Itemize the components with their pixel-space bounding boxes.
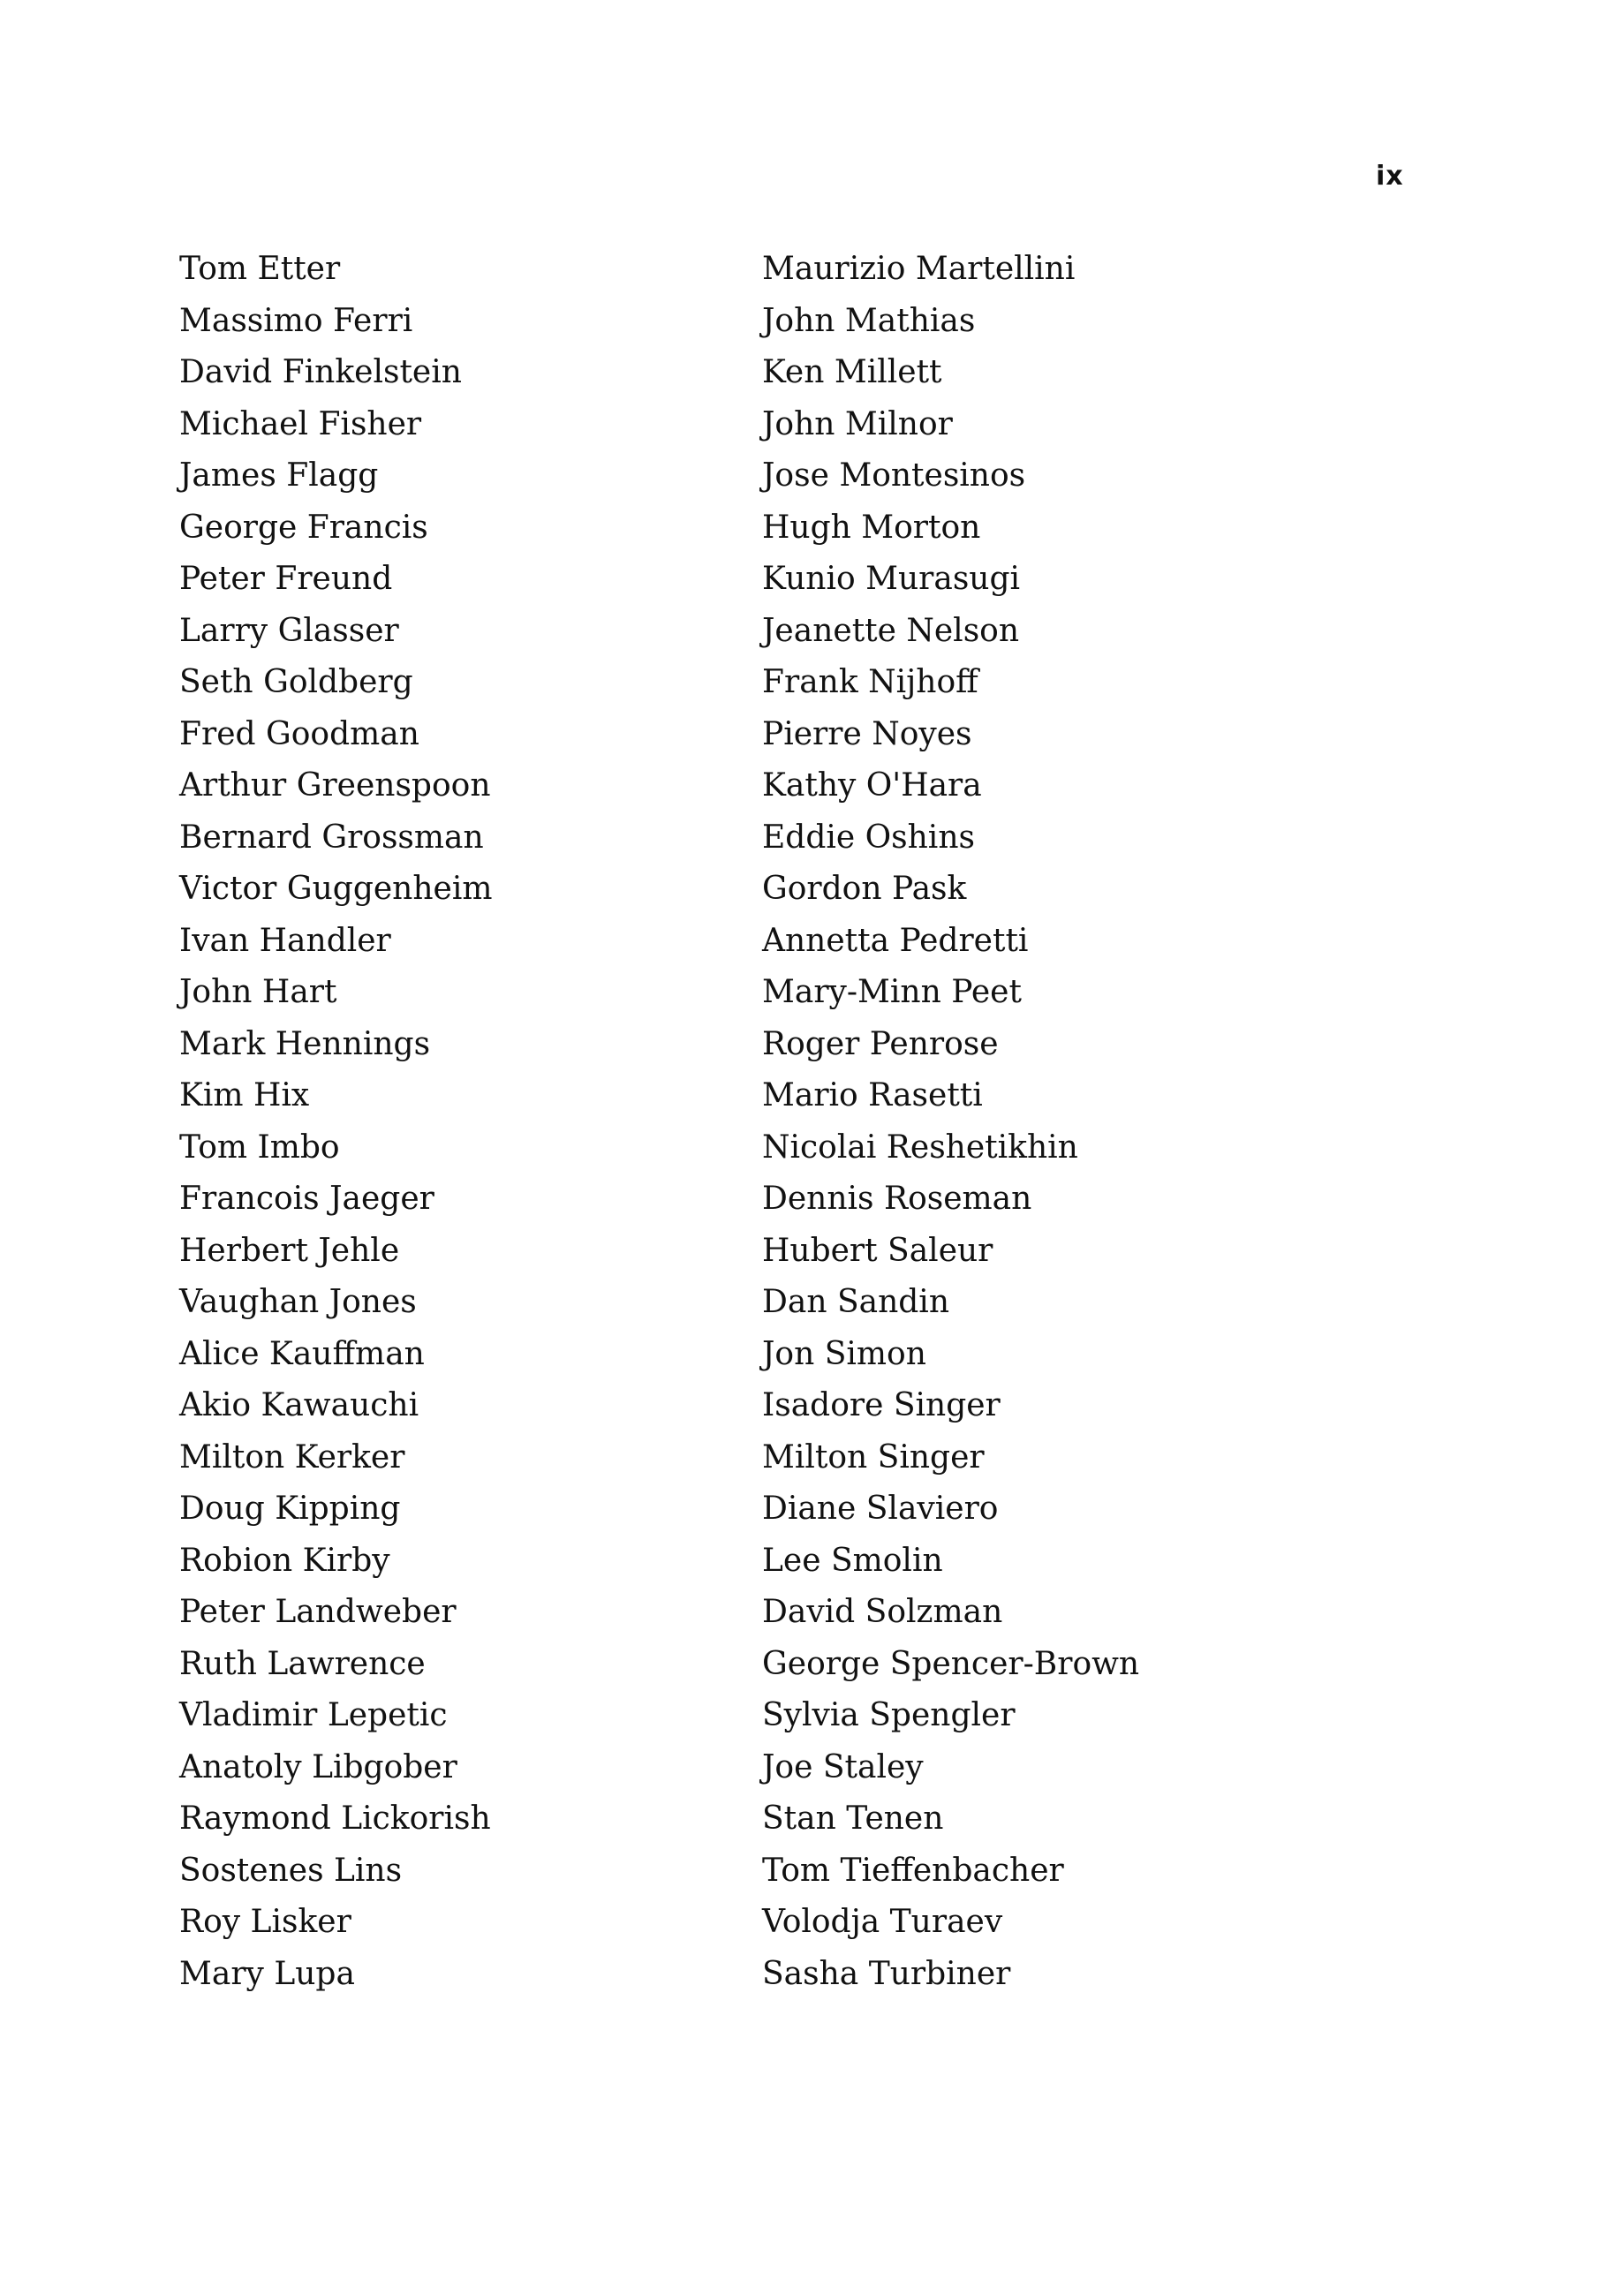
name-entry: Volodja Turaev <box>762 1904 1003 1940</box>
name-entry: Alice Kauffman <box>179 1335 425 1372</box>
name-entry: George Spencer-Brown <box>762 1645 1140 1682</box>
name-entry: Jeanette Nelson <box>762 612 1020 649</box>
name-entry: Roy Lisker <box>179 1904 351 1940</box>
name-entry: Jose Montesinos <box>762 457 1026 494</box>
name-entry: Milton Singer <box>762 1438 985 1476</box>
name-entry: Nicolai Reshetikhin <box>762 1128 1078 1166</box>
name-entry: John Milnor <box>762 405 953 442</box>
name-entry: Francois Jaeger <box>179 1181 434 1217</box>
name-entry: Stan Tenen <box>762 1800 944 1837</box>
name-entry: Ken Millett <box>762 354 942 390</box>
name-entry: Tom Imbo <box>179 1128 340 1166</box>
name-entry: Diane Slaviero <box>762 1491 999 1527</box>
name-entry: Pierre Noyes <box>762 715 972 752</box>
name-entry: Peter Landweber <box>179 1594 457 1630</box>
name-entry: Kim Hix <box>179 1077 310 1113</box>
name-entry: Mary Lupa <box>179 1955 355 1992</box>
name-entry: Dennis Roseman <box>762 1181 1032 1217</box>
name-entry: Lee Smolin <box>762 1542 943 1579</box>
name-entry: Sostenes Lins <box>179 1852 403 1889</box>
name-entry: Seth Goldberg <box>179 664 413 700</box>
name-entry: Victor Guggenheim <box>179 871 493 907</box>
name-entry: Akio Kawauchi <box>179 1387 419 1423</box>
name-entry: Dan Sandin <box>762 1284 950 1320</box>
name-entry: George Francis <box>179 509 428 546</box>
names-column-left <box>179 247 493 2004</box>
name-entry: Roger Penrose <box>762 1025 999 1062</box>
name-entry: Anatoly Libgober <box>179 1748 457 1785</box>
name-entry: Herbert Jehle <box>179 1232 400 1269</box>
name-entry: Jon Simon <box>762 1335 926 1372</box>
name-entry: Doug Kipping <box>179 1491 401 1527</box>
name-entry: James Flagg <box>179 457 379 494</box>
name-entry: Tom Tieffenbacher <box>762 1852 1064 1889</box>
name-entry: Maurizio Martellini <box>762 251 1076 287</box>
name-entry: Kunio Murasugi <box>762 561 1021 597</box>
name-entry: Hugh Morton <box>762 509 981 546</box>
name-entry: Peter Freund <box>179 561 393 597</box>
name-entry: Mario Rasetti <box>762 1077 983 1113</box>
name-entry: Ruth Lawrence <box>179 1645 426 1682</box>
name-entry: Mark Hennings <box>179 1025 431 1062</box>
name-entry: Michael Fisher <box>179 405 422 442</box>
name-entry: Kathy O'Hara <box>762 767 982 804</box>
name-entry: Mary-Minn Peet <box>762 974 1022 1010</box>
name-entry: Raymond Lickorish <box>179 1800 491 1837</box>
name-entry: Fred Goodman <box>179 715 419 752</box>
name-entry: Sasha Turbiner <box>762 1955 1011 1992</box>
name-entry: Joe Staley <box>762 1748 924 1785</box>
name-entry: Annetta Pedretti <box>762 922 1029 959</box>
name-entry: Massimo Ferri <box>179 302 413 339</box>
name-entry: John Mathias <box>762 302 976 339</box>
name-entry: Tom Etter <box>179 251 341 287</box>
names-column-right <box>762 247 1139 2004</box>
name-entry: John Hart <box>179 974 337 1010</box>
name-entry: Larry Glasser <box>179 612 399 649</box>
name-entry: Frank Nijhoff <box>762 664 978 700</box>
name-entry: Ivan Handler <box>179 922 391 959</box>
name-entry: Gordon Pask <box>762 871 967 907</box>
name-entry: Hubert Saleur <box>762 1232 993 1269</box>
name-entry: Vaughan Jones <box>179 1284 417 1320</box>
name-entry: Milton Kerker <box>179 1438 405 1476</box>
name-entry: Sylvia Spengler <box>762 1697 1016 1733</box>
page-number: ix <box>1376 161 1404 192</box>
name-entry: Vladimir Lepetic <box>179 1697 448 1733</box>
name-entry: Isadore Singer <box>762 1387 1001 1423</box>
name-entry: Bernard Grossman <box>179 819 484 856</box>
name-entry: Arthur Greenspoon <box>179 767 491 804</box>
name-entry: Eddie Oshins <box>762 819 975 856</box>
name-entry: David Solzman <box>762 1594 1003 1630</box>
name-entry: David Finkelstein <box>179 354 462 390</box>
name-entry: Robion Kirby <box>179 1542 390 1579</box>
